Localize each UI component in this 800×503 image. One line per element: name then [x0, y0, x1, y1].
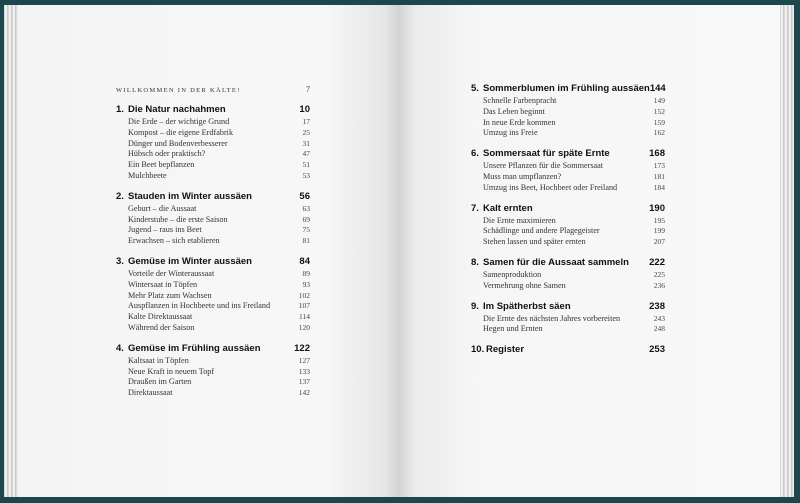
- item-page: 93: [302, 279, 310, 289]
- item-title: Vorteile der Winteraussaat: [128, 268, 215, 278]
- item-page: 31: [302, 138, 310, 148]
- chapter-number: 7.: [471, 202, 479, 214]
- chapter-title: 4. Gemüse im Frühling aussäen: [116, 342, 261, 354]
- item-page: 152: [653, 106, 665, 116]
- toc-item: [471, 172, 665, 183]
- toc-item: [116, 291, 310, 302]
- item-page: 47: [302, 149, 310, 159]
- item-title: Kalte Direktaussaat: [128, 312, 193, 322]
- item-page: 142: [298, 388, 310, 398]
- item-page: 195: [653, 215, 665, 225]
- item-title: Hegen und Ernten: [483, 324, 543, 334]
- chapter-number: 9.: [471, 300, 479, 312]
- item-title: Das Leben beginnt: [483, 106, 545, 116]
- chapter-page: 144: [649, 83, 666, 94]
- item-title: Die Erde – der wichtige Grund: [128, 117, 230, 126]
- toc-chapter: [471, 148, 665, 193]
- chapter-heading: [116, 104, 310, 117]
- item-title: Wintersaat in Töpfen: [128, 279, 198, 289]
- item-title: Umzug ins Beet, Hochbeet oder Freiland: [483, 182, 618, 192]
- chapter-page: 56: [299, 190, 310, 202]
- item-page: 17: [302, 117, 310, 126]
- item-title: Hübsch oder praktisch?: [128, 149, 206, 159]
- chapter-heading: [471, 344, 665, 357]
- item-page: 248: [653, 324, 665, 334]
- item-page: 81: [302, 236, 310, 246]
- item-page: 63: [302, 203, 310, 213]
- toc-item: [116, 149, 310, 160]
- item-page: 162: [653, 128, 665, 138]
- chapter-number: 1.: [116, 104, 124, 115]
- toc-item: [116, 269, 310, 280]
- toc-item: [116, 323, 310, 334]
- toc-chapter: [471, 83, 665, 139]
- chapter-heading: [471, 148, 665, 161]
- chapter-page: 10: [299, 104, 310, 115]
- chapter-heading: [116, 343, 310, 356]
- item-title: Muss man umpflanzen?: [483, 171, 562, 181]
- item-title: Direktaussaat: [128, 388, 173, 398]
- item-page: 225: [653, 269, 665, 279]
- toc-chapter: [116, 256, 310, 334]
- item-title: Samenproduktion: [483, 269, 542, 279]
- item-title: Kompost – die eigene Erdfabrik: [128, 127, 234, 137]
- toc-item: [471, 96, 665, 107]
- intro-page: 7: [306, 85, 310, 94]
- toc-chapter: [471, 301, 665, 336]
- chapter-title: 1. Die Natur nachahmen: [116, 104, 226, 115]
- item-page: 149: [653, 96, 665, 105]
- chapter-page: 253: [649, 344, 665, 356]
- item-page: 114: [299, 312, 310, 322]
- toc-item: [471, 216, 665, 227]
- toc-item: [116, 356, 310, 367]
- toc-chapter: [471, 344, 665, 357]
- open-book: [4, 5, 794, 497]
- chapter-title: 3. Gemüse im Winter aussäen: [116, 255, 252, 267]
- item-page: 184: [653, 182, 665, 192]
- chapter-heading: [471, 83, 665, 96]
- chapter-page: 84: [299, 255, 310, 267]
- chapter-page: 168: [649, 148, 665, 160]
- item-title: Während der Saison: [128, 322, 195, 332]
- item-title: Umzug ins Freie: [483, 128, 538, 138]
- toc-item: [116, 312, 310, 323]
- toc-item: [471, 183, 665, 194]
- chapter-number: 3.: [116, 255, 124, 267]
- toc-item: [471, 324, 665, 335]
- chapter-page: 238: [649, 300, 665, 312]
- toc-item: [116, 236, 310, 247]
- item-title: Draußen im Garten: [128, 377, 192, 387]
- item-title: Schnelle Farbenpracht: [483, 96, 557, 105]
- item-title: Mehr Platz zum Wachsen: [128, 290, 212, 300]
- chapter-title: 7. Kalt ernten: [471, 202, 533, 214]
- chapter-number: 10.: [471, 344, 485, 356]
- toc-item: [116, 388, 310, 399]
- item-page: 173: [653, 161, 665, 171]
- item-title: Unsere Pflanzen für die Sommersaat: [483, 161, 604, 171]
- toc-chapter: [471, 203, 665, 248]
- item-title: Geburt – die Aussaat: [128, 203, 197, 213]
- item-page: 120: [298, 322, 310, 332]
- toc-item: [116, 171, 310, 182]
- toc-item: [116, 301, 310, 312]
- item-page: 25: [302, 127, 310, 137]
- toc-item: [116, 225, 310, 236]
- chapter-title: 2. Stauden im Winter aussäen: [116, 190, 252, 202]
- chapter-page: 122: [294, 342, 310, 354]
- item-page: 51: [302, 160, 310, 170]
- chapter-number: 6.: [471, 148, 479, 160]
- toc-item: [471, 270, 665, 281]
- item-title: Erwachsen – sich etablieren: [128, 236, 220, 246]
- item-page: 127: [298, 355, 310, 365]
- chapter-number: 2.: [116, 190, 124, 202]
- item-title: Schädlinge und andere Plagegeister: [483, 226, 600, 236]
- item-page: 207: [653, 237, 665, 247]
- chapter-title: 6. Sommersaat für späte Ernte: [471, 148, 610, 160]
- item-page: 236: [653, 280, 665, 290]
- toc-intro-entry: [116, 85, 310, 98]
- chapter-heading: [471, 301, 665, 314]
- toc-item: [116, 377, 310, 388]
- chapter-title: 5. Sommerblumen im Frühling aussäen: [471, 83, 650, 94]
- toc-chapter: [116, 191, 310, 247]
- item-title: In neue Erde kommen: [483, 117, 556, 127]
- toc-item: [116, 204, 310, 215]
- toc-chapter: [116, 104, 310, 182]
- intro-title: WILLKOMMEN IN DER KÄLTE!: [116, 87, 241, 94]
- chapter-page: 190: [649, 202, 665, 214]
- item-title: Kaltsaat in Töpfen: [128, 355, 189, 365]
- toc-item: [471, 226, 665, 237]
- item-page: 137: [298, 377, 310, 387]
- chapter-heading: [471, 203, 665, 216]
- chapter-page: 222: [649, 256, 665, 268]
- item-title: Ein Beet bepflanzen: [128, 160, 195, 170]
- chapter-title: 8. Samen für die Aussaat sammeln: [471, 256, 629, 268]
- item-page: 107: [298, 301, 310, 311]
- toc-item: [471, 107, 665, 118]
- item-title: Mulchbeete: [128, 170, 167, 180]
- toc-item: [116, 160, 310, 171]
- item-page: 69: [302, 214, 310, 224]
- toc-item: [116, 128, 310, 139]
- item-title: Jugend – raus ins Beet: [128, 225, 202, 235]
- toc-item: [471, 314, 665, 325]
- toc-left-column: [116, 85, 310, 408]
- item-title: Dünger und Bodenverbesserer: [128, 138, 228, 148]
- item-title: Die Ernte maximieren: [483, 215, 556, 225]
- chapter-heading: [116, 256, 310, 269]
- item-title: Auspflanzen in Hochbeete und ins Freiland: [128, 301, 271, 311]
- item-page: 53: [302, 170, 310, 180]
- item-page: 89: [302, 268, 310, 278]
- toc-item: [116, 367, 310, 378]
- toc-item: [471, 281, 665, 292]
- toc-item: [471, 161, 665, 172]
- item-title: Vermehrung ohne Samen: [483, 280, 566, 290]
- item-page: 159: [653, 117, 665, 127]
- toc-item: [116, 280, 310, 291]
- chapter-title: 9. Im Spätherbst säen: [471, 300, 571, 312]
- toc-item: [116, 117, 310, 128]
- item-page: 243: [653, 313, 665, 323]
- toc-item: [471, 237, 665, 248]
- item-page: 181: [653, 171, 665, 181]
- item-page: 75: [302, 225, 310, 235]
- item-page: 102: [298, 290, 310, 300]
- chapter-heading: [116, 191, 310, 204]
- chapter-heading: [471, 257, 665, 270]
- item-title: Stehen lassen und später ernten: [483, 237, 586, 247]
- chapter-number: 8.: [471, 256, 479, 268]
- toc-chapter: [116, 343, 310, 399]
- left-page: [18, 5, 400, 497]
- toc-item: [116, 215, 310, 226]
- item-page: 199: [653, 226, 665, 236]
- toc-chapter: [471, 257, 665, 292]
- item-title: Neue Kraft in neuem Topf: [128, 366, 215, 376]
- toc-item: [116, 139, 310, 150]
- item-title: Kinderstube – die erste Saison: [128, 214, 228, 224]
- chapter-title: 10. Register: [471, 344, 525, 356]
- right-page: [400, 5, 780, 497]
- chapter-number: 5.: [471, 83, 479, 94]
- chapter-number: 4.: [116, 342, 124, 354]
- toc-item: [471, 118, 665, 129]
- toc-right-column: [471, 83, 665, 366]
- item-page: 133: [298, 366, 310, 376]
- toc-item: [471, 128, 665, 139]
- item-title: Die Ernte des nächsten Jahres vorbereiten: [483, 313, 621, 323]
